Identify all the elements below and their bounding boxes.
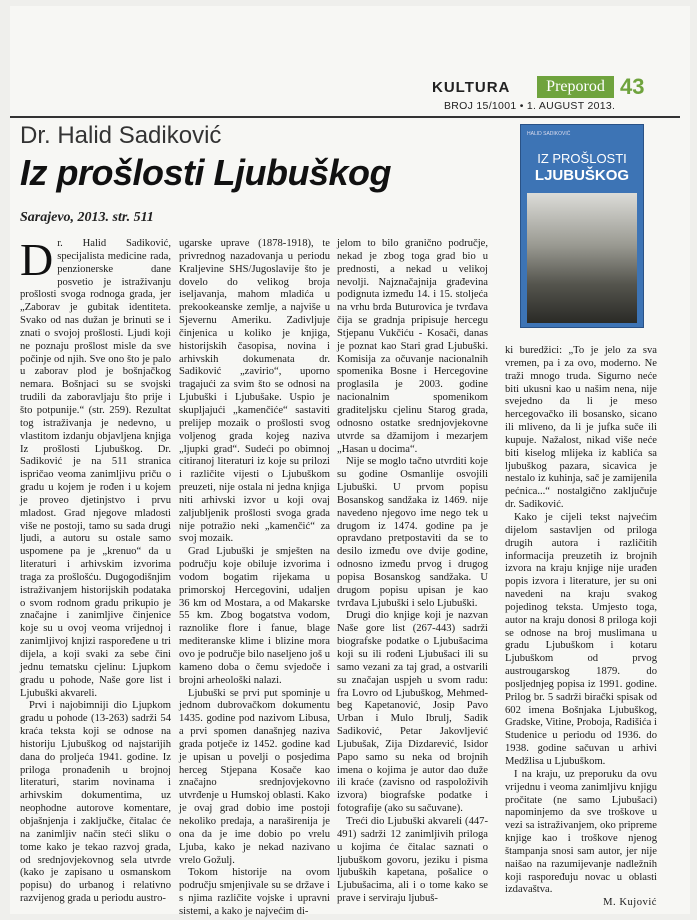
signature: M. Kujović xyxy=(603,897,657,909)
paragraph: Treći dio Ljubuški akvareli (447- 491) sadrži 12 zanimljivih priloga u kojima će čitalac saznati o ljubuškom govoru, jeziku i pisma ljubuških kapetana, pošalice o Ljubušacima, ali i o tome kako se prave i serviraju ljubuš- xyxy=(337,815,488,905)
paragraph: Dr. Halid Sadiković, specijalista medicine rada, penzionerske dane posvetio je istraživanju prošlosti svoga rodnoga grada, jer „Zaborav je gubitak identiteta. Svako od nas dužan je brinuti se i znati o svojoj prošlosti. Ljudi koji ne poznaju prošlost misle da sve počinje od njih. Sve ono što je palo u zaborav plod je bošnjačkog nemara. Bošnjaci su se svojski trudili da zaboravljaju što prije i što potpunije.“ (str. 259). Rezultat tog istraživanja je nedevno, u vlastitom izdanju objavljena knjiga Iz prošlosti Ljubuškog. Dr. Sadiković je na 511 stranica ispričao veoma zanimljivu priču o gradu u kojem je rođen i u kojem je proveo djetinjstvo i prvu mladost. Grad njegove mladosti više ne postoji, tamo su sada drugi ljudi, a autoru su ostale samo uspomene pa je „krenuo“ da u literaturi i arhivskim izvorima traga za prošlošću. Dugogodišnjim istraživanjem historijskih podataka o svom rodnom gradu prikupio je značajne i zanimljive činjenice koje su u ovoj veoma vrijednoj i zanimljivoj knjizi raspoređene u tri dijela, a koji svaki za sebe čini jednu tematsku cjelinu: Ljupkom gradu u pohode, Naše gore list i Ljubuški akvareli. xyxy=(20,234,171,699)
preporod-logo: Preporod xyxy=(537,76,614,98)
paragraph: Drugi dio knjige koji je nazvan Naše gore list (267-443) sadrži biografske podatke o Ljubušacima koji su ili rođeni Ljubušaci ili su samo vezani za taj grad, a ostvarili su značajan uspjeh u svom radu: fra Lovro od Ljubuškog, Mehmed- beg Kapetanović, Josip Pavo Urban i Mulo Ibrulj, Sadik Sadiković, Petar Jakovljević Ljubušak, Zija Dizdarević, Isidor Papo samo su neka od brojnih imena o kojima je autor dao duže ili kraće (zavisno od raspoloživih izvora) biografske podatke i fotografije (ako su sačuvane). xyxy=(337,610,488,815)
paragraph: I na kraju, uz preporuku da ovu vrijednu i veoma zanimljivu knjigu pročitate (ne samo Ljubušaci) napominjemo da sve troškove u vezi sa istraživanjem, oko pripreme knjige kao i troškove njenog štampanja snosi sam autor, jer nije naišao na razumijevanje nadležnih koji raspoređuju novac u oblasti izdavaštva. xyxy=(505,768,657,896)
paragraph: Prvi i najobimniji dio Ljupkom gradu u pohode (13-263) sadrži 54 kraća teksta koji se odnose na historiju Ljubuškog od najstarijih dana do proljeća 1941. godine. Iz priloga pronađenih u brojnoj literaturi, starim novinama i arhivskim dokumentima, uz neophodne autorove komentare, objašnjenja i zaključke, čitalac će na zanimljiv način steći sliku o tome kako je tekao razvoj grada, od srednjovjekovnog sela utvrde (kako je zapisano u osmanskom popisu) do urbanog i relativno razvijenog grada u periodu austro- xyxy=(20,700,171,905)
paragraph: Grad Ljubuški je smješten na području koje obiluje izvorima i vodom bogatim rijekama u primorskoj Hercegovini, udaljen 36 km od Mostara, a od Makarske 55 km. Zbog bogatstva vodom, raznolike flore i fanue, blage mediteranske klime i blizine mora ovo je područje bilo naseljeno još u kameno doba o čemu svjedoče i brojni arheološki nalazi. xyxy=(179,546,330,686)
cover-photo xyxy=(527,193,637,323)
cover-title-line1: IZ PROŠLOSTI xyxy=(537,151,627,166)
article-title: Iz prošlosti Ljubuškog xyxy=(20,152,392,193)
column-1 xyxy=(20,234,171,906)
paragraph: Tokom historije na ovom području smjenjivale su se države i s njima različite vojske i upravni sistemi, a kako je najvećim di- xyxy=(179,867,330,917)
drop-cap: D xyxy=(20,234,54,285)
paragraph: ki buredžici: „To je jelo za sva vremen, pa i za ovo, moderno. Ne traži mnogo truda. Sigurno neće biti ukusni kao u našim nena, nije svejedno da li je meso hercegovačko ili bosansko, sicano ili mliveno, da li je jufka suče ili kupuje. Nažalost, nikad više neće biti kiselog mlijeka iz kablića sa ljubuškog pazara, sicavica je nestalo iz kuhinja, sač je zamijenila pećnica...“ nostalgično zaključuje dr. Sadiković. xyxy=(505,345,657,511)
article-author: Dr. Halid Sadiković xyxy=(20,122,222,149)
column-3 xyxy=(337,238,488,906)
paragraph: ugarske uprave (1878-1918), te privrednog nazadovanja u periodu Kraljevine SHS/Jugoslavije što je dovelo do velikog broja iseljavanja, mahom mladića u prekookeanske zemlje, a najviše u Sjevernu Ameriku. Zadivljuje činjenica u koliko je knjiga, historijskih časopisa, novina i arhivskih dokumenata dr. Sadiković „zavirio“, uporno tragajući za svim što se odnosi na Ljubuški i Ljubušake. Uspio je skupljajući „kamenčiće“ sastaviti prelijep mozaik o prošlosti svog voljenog grada kojeg naziva „ljupki grad“. Sudeći po obimnoj citiranoj literaturi iz koje su prilozi i različite vijesti o Ljubuškom preuzeti, nije ostala ni jedna knjiga niti arhivski izvor u koji ovaj zaljubljenik prošlosti svoga grada nije potražio neki „kamenčić“ za svoj mozaik. xyxy=(179,238,330,545)
issue-line: BROJ 15/1001 • 1. AUGUST 2013. xyxy=(444,100,616,112)
publication-info: Sarajevo, 2013. str. 511 xyxy=(20,210,154,225)
header-divider xyxy=(10,116,680,118)
section-label: KULTURA xyxy=(432,79,511,96)
paragraph: Kako je cijeli tekst najvećim dijelom sastavljen od priloga drugih autora i različitih informacija preuzetih iz brojnih izvora na kraju knjige nije urađen popis izvora i literature, jer su oni navedeni na kraju svakog pojedinog teksta. Umjesto toga, autor na kraju donosi 8 priloga koji se odnose na broj muslimana u gradu Ljubuškom i kotaru Ljubuškom od prvog austrougarskog 1879. do posljednjeg popisa iz 1991. godine. Prilog br. 5 sadrži birački spisak od 602 imena Bošnjaka Ljubuškog, Gradske, Vitine, Proboja, Radišića i Studenice u periodu od 1936. do 1938. godine sačuvan u arhivi Medžlisa u Ljubuškom. xyxy=(505,511,657,767)
cover-title-line2: LJUBUŠKOG xyxy=(534,167,630,184)
column-2 xyxy=(179,238,330,919)
paragraph: Nije se moglo tačno utvrditi koje su godine Osmanlije osvojili Ljubuški. U prvom popisu Bosanskog sandžaka iz 1469. nije navedeno njegovo ime nego tek u drugom iz 1474. godine pa je opravdano pretpostaviti da se to desilo između ove dvije godine, odnosno između prvog i drugog popisa Bosanskog sandžaka. U drugom popisu upisan je kao tvrđava Ljubuški i selo Ljubuški. xyxy=(337,456,488,609)
page-number: 43 xyxy=(620,74,645,99)
cover-author: HALID SADIKOVIĆ xyxy=(527,131,571,137)
paragraph: Ljubuški se prvi put spominje u jednom dubrovačkom dokumentu 1435. godine pod nazivom Libusa, a prvi spomen današnjeg naziva grada potječe iz 1452. godine kad je upisan u povelji o posjedima herceg Stjepana Kosače kao značajno srednjovjekovno utvrđenje u Humskoj oblasti. Kako je ovaj grad dobio ime postoji nekoliko predaja, a naraširenija je ona da je ime dobio po vrelu Ljuba, kako je nekad nazivano vrelo Gožulj. xyxy=(179,687,330,866)
book-cover-image xyxy=(520,124,644,328)
paragraph: jelom to bilo granično područje, nekad je zbog toga grad bio u prednosti, a nekad u velikoj nevolji. Najznačajnija građevina podignuta između 14. i 15. stoljeća na vrhu brda Buturovica je tvrđava čija se gradnja pripisuje hercegu Stjepanu Vukčiću - Kosači, danas je poznat kao Stari grad Ljubuški. Komisija za očuvanje nacionalnih spomenika Bosne i Hercegovine proglasila je 2003. godine nacionalnim spomenikom graditeljsku cjelinu Starog grada, odnosno ostatke srednjovjekovne utvrde sa džamijom i mezarjem „Hasan u docima“. xyxy=(337,238,488,455)
column-4 xyxy=(505,345,657,910)
